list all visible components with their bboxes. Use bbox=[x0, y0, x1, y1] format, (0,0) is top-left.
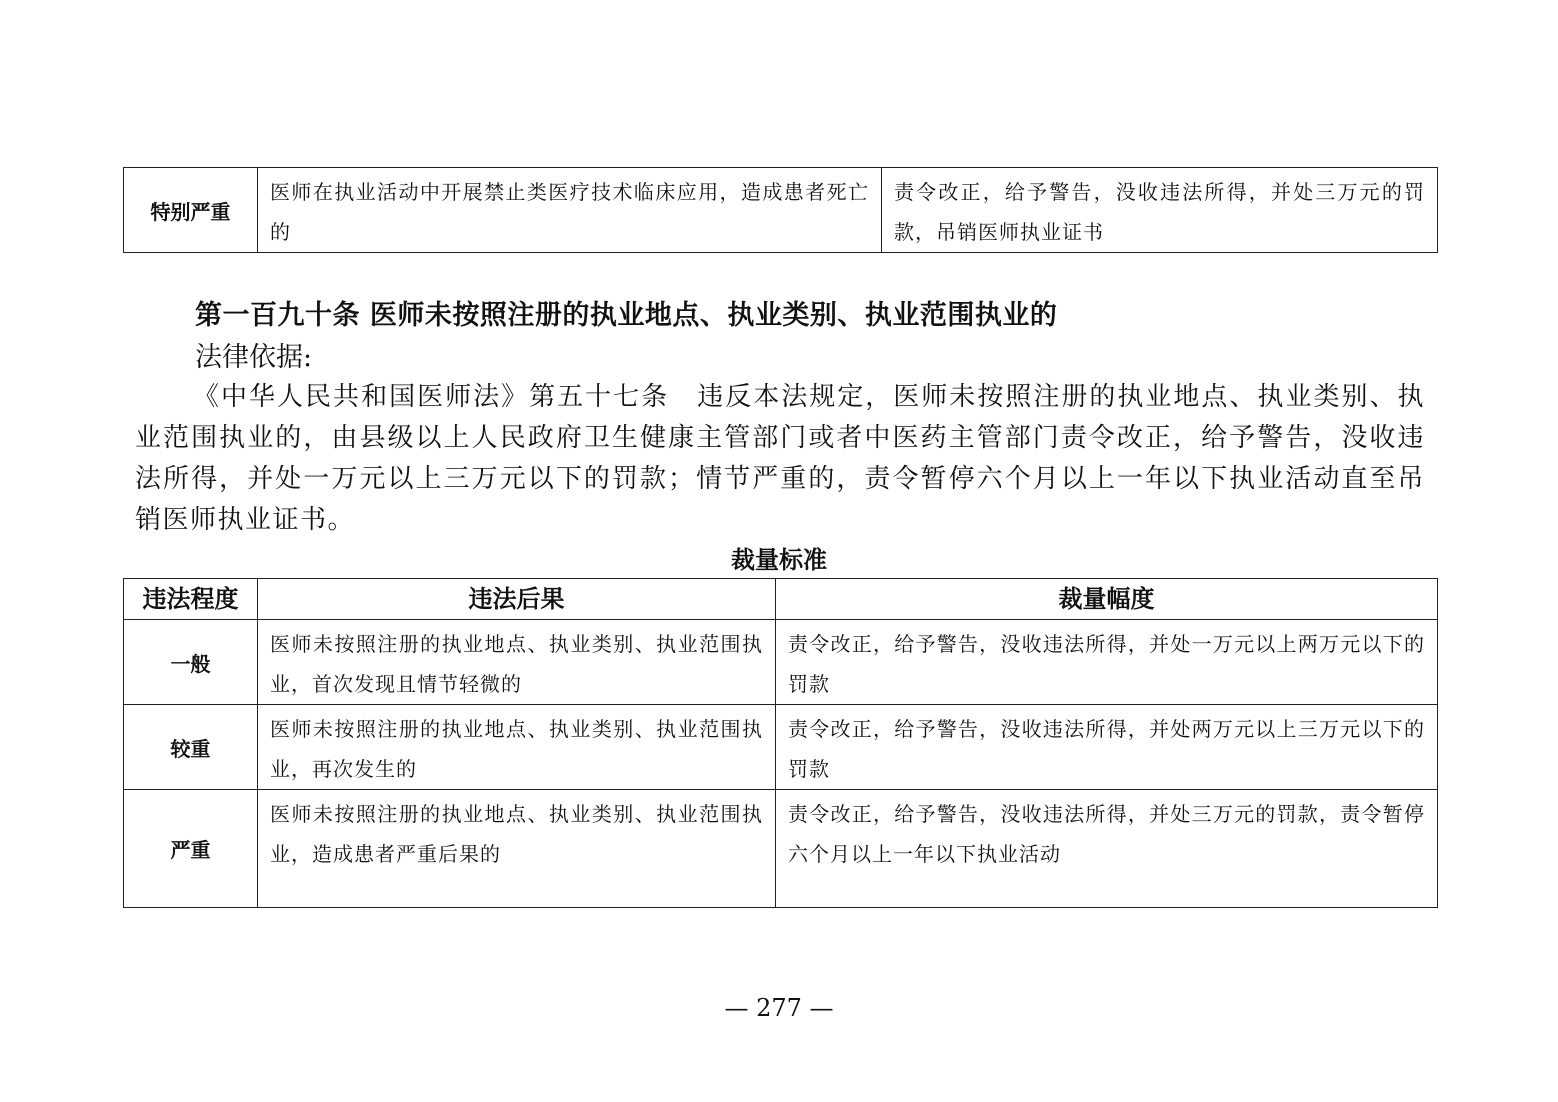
table-row bbox=[124, 168, 1438, 253]
table-row bbox=[124, 620, 1438, 705]
continued-table bbox=[123, 167, 1438, 253]
header-violation-level: 违法程度 bbox=[124, 579, 258, 620]
discretion-cell bbox=[776, 620, 1438, 705]
discretion-text: 责令改正，给予警告，没收违法所得，并处一万元以上两万元以下的罚款 bbox=[788, 632, 1425, 696]
table-row bbox=[124, 705, 1438, 790]
header-discretion: 裁量幅度 bbox=[776, 579, 1438, 620]
consequence-text: 医师未按照注册的执业地点、执业类别、执业范围执业，首次发现且情节轻微的 bbox=[270, 632, 763, 696]
discretion-cell bbox=[776, 705, 1438, 790]
violation-level-cell: 特别严重 bbox=[124, 168, 258, 253]
table-row bbox=[124, 790, 1438, 908]
table-header-row bbox=[124, 579, 1438, 620]
violation-level-cell: 严重 bbox=[124, 790, 258, 908]
consequence-cell bbox=[258, 620, 776, 705]
consequence-text: 医师未按照注册的执业地点、执业类别、执业范围执业，造成患者严重后果的 bbox=[270, 802, 763, 866]
consequence-cell bbox=[258, 790, 776, 908]
consequence-cell bbox=[258, 168, 882, 253]
discretion-standard-table bbox=[123, 578, 1438, 908]
consequence-text: 医师在执业活动中开展禁止类医疗技术临床应用，造成患者死亡的 bbox=[270, 180, 869, 244]
discretion-cell bbox=[882, 168, 1438, 253]
violation-level-cell: 较重 bbox=[124, 705, 258, 790]
consequence-cell bbox=[258, 705, 776, 790]
page-number: — 277 — bbox=[724, 994, 834, 1022]
article-title: 第一百九十条 医师未按照注册的执业地点、执业类别、执业范围执业的 bbox=[195, 300, 1058, 331]
discretion-text: 责令改正，给予警告，没收违法所得，并处三万元的罚款，吊销医师执业证书 bbox=[894, 180, 1425, 244]
legal-basis-text: 《中华人民共和国医师法》第五十七条 违反本法规定，医师未按照注册的执业地点、执业类别、执业范围执业的，由县级以上人民政府卫生健康主管部门或者中医药主管部门责令改正，给予警告，没收违法所得，并处一万元以上三万元以下的罚款；情节严重的，责令暂停六个月以上一年以下执业活动直至吊销医师执业证书。 bbox=[135, 382, 1425, 535]
table-caption: 裁量标准 bbox=[731, 546, 827, 574]
header-consequence: 违法后果 bbox=[258, 579, 776, 620]
discretion-text: 责令改正，给予警告，没收违法所得，并处三万元的罚款，责令暂停六个月以上一年以下执业活动 bbox=[788, 802, 1425, 866]
discretion-cell bbox=[776, 790, 1438, 908]
legal-basis-label: 法律依据: bbox=[195, 342, 313, 373]
discretion-text: 责令改正，给予警告，没收违法所得，并处两万元以上三万元以下的罚款 bbox=[788, 717, 1425, 781]
violation-level-cell: 一般 bbox=[124, 620, 258, 705]
consequence-text: 医师未按照注册的执业地点、执业类别、执业范围执业，再次发生的 bbox=[270, 717, 763, 781]
